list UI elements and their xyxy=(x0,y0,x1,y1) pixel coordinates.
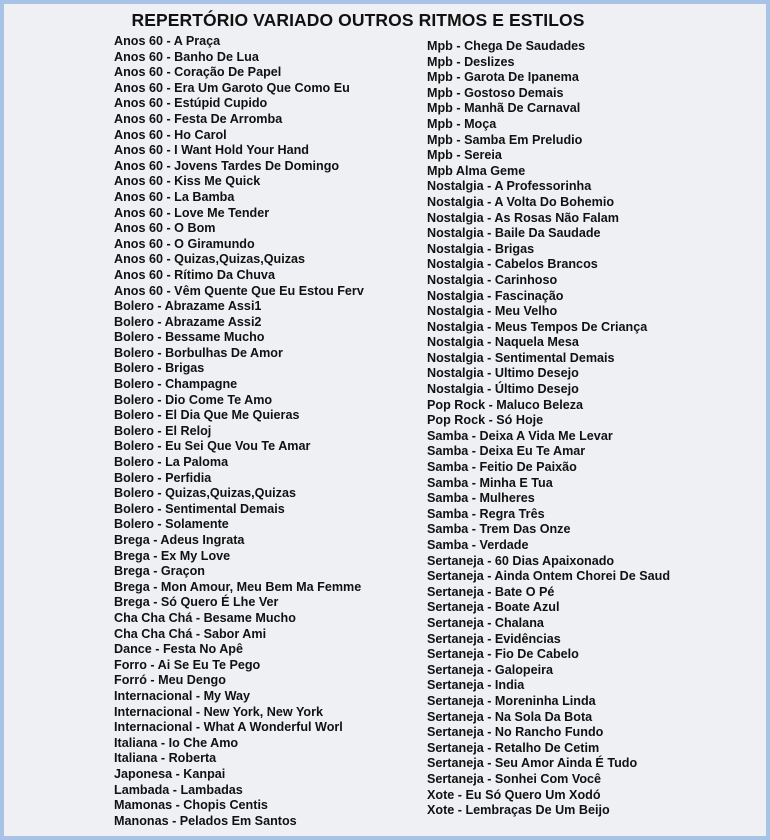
song-item: Sertaneja - Retalho De Cetim xyxy=(427,740,600,755)
song-item: Bolero - Brigas xyxy=(114,361,205,376)
right-song-list xyxy=(427,39,670,819)
song-item: Dance - Festa No Apê xyxy=(114,642,243,657)
song-item: Anos 60 - Banho De Lua xyxy=(114,49,259,64)
song-item: Brega - Só Quero É Lhe Ver xyxy=(114,595,279,610)
song-item: Anos 60 - Jovens Tardes De Domingo xyxy=(114,158,340,173)
song-item: Mamonas - Chopis Centis xyxy=(114,798,268,813)
song-item: Mpb - Chega De Saudades xyxy=(427,39,586,53)
song-item: Mpb - Deslizes xyxy=(427,54,515,69)
song-item: Sertaneja - No Rancho Fundo xyxy=(427,725,604,740)
song-item: Nostalgia - Ultimo Desejo xyxy=(427,366,579,381)
song-item: Nostalgia - Meu Velho xyxy=(427,304,558,319)
song-item: Anos 60 - Festa De Arromba xyxy=(114,111,283,126)
song-item: Cha Cha Chá - Sabor Ami xyxy=(114,626,267,641)
song-item: Samba - Deixa A Vida Me Levar xyxy=(427,428,613,443)
song-item: Mpb - Manhã De Carnaval xyxy=(427,101,581,116)
song-item: Bolero - Abrazame Assi2 xyxy=(114,314,262,329)
song-item: Bolero - Abrazame Assi1 xyxy=(114,299,262,314)
song-item: Anos 60 - La Bamba xyxy=(114,189,235,204)
song-item: Bolero - Bessame Mucho xyxy=(114,330,265,345)
song-item: Brega - Mon Amour, Meu Bem Ma Femme xyxy=(114,579,362,594)
song-item: Sertaneja - Evidências xyxy=(427,631,561,646)
song-item: Bolero - Dio Come Te Amo xyxy=(114,392,273,407)
song-item: Anos 60 - O Giramundo xyxy=(114,236,255,251)
song-item: Bolero - El Reloj xyxy=(114,423,212,438)
song-item: Anos 60 - I Want Hold Your Hand xyxy=(114,143,309,158)
song-item: Bolero - Solamente xyxy=(114,517,229,532)
song-item: Manonas - Pelados Em Santos xyxy=(114,813,297,828)
song-item: Japonesa - Kanpai xyxy=(114,766,226,781)
song-item: Samba - Minha E Tua xyxy=(427,475,553,490)
song-item: Lambada - Lambadas xyxy=(114,782,243,797)
song-item: Internacional - New York, New York xyxy=(114,704,324,719)
song-item: Mpb Alma Geme xyxy=(427,163,526,178)
song-item: Internacional - What A Wonderful Worl xyxy=(114,720,343,735)
song-item: Anos 60 - O Bom xyxy=(114,221,216,236)
page-title: REPERTÓRIO VARIADO OUTROS RITMOS E ESTILOS xyxy=(131,10,585,30)
song-item: Nostalgia - Cabelos Brancos xyxy=(427,257,598,272)
song-item: Anos 60 - Ho Carol xyxy=(114,127,227,142)
song-item: Anos 60 - Era Um Garoto Que Como Eu xyxy=(114,80,350,95)
song-item: Pop Rock - Maluco Beleza xyxy=(427,397,584,412)
song-item: Anos 60 - Rítimo Da Chuva xyxy=(114,267,275,282)
song-item: Nostalgia - A Volta Do Bohemio xyxy=(427,194,615,209)
song-item: Sertaneja - Chalana xyxy=(427,615,544,630)
song-item: Xote - Lembraças De Um Beijo xyxy=(427,803,610,818)
song-item: Nostalgia - Fascinação xyxy=(427,288,564,303)
song-item: Anos 60 - Quizas,Quizas,Quizas xyxy=(114,252,306,267)
song-item: Anos 60 - A Praça xyxy=(114,34,221,48)
song-item: Nostalgia - A Professorinha xyxy=(427,179,592,194)
song-item: Nostalgia - Carinhoso xyxy=(427,272,558,287)
song-item: Sertaneja - Fio De Cabelo xyxy=(427,647,579,662)
song-item: Sertaneja - Galopeira xyxy=(427,662,553,677)
song-item: Sertaneja - Boate Azul xyxy=(427,600,560,615)
song-item: Nostalgia - Meus Tempos De Criança xyxy=(427,319,648,334)
song-item: Samba - Deixa Eu Te Amar xyxy=(427,444,586,459)
song-item: Anos 60 - Vêm Quente Que Eu Estou Ferv xyxy=(114,283,364,298)
repertoire-sheet xyxy=(4,4,766,836)
song-item: Anos 60 - Kiss Me Quick xyxy=(114,174,261,189)
song-item: Samba - Regra Três xyxy=(427,506,545,521)
song-item: Nostalgia - Brigas xyxy=(427,241,535,256)
song-item: Nostalgia - Último Desejo xyxy=(427,382,579,397)
song-item: Nostalgia - Baile Da Saudade xyxy=(427,226,601,241)
song-item: Italiana - Roberta xyxy=(114,751,217,766)
song-item: Sertaneja - 60 Dias Apaixonado xyxy=(427,553,615,568)
song-item: Pop Rock - Só Hoje xyxy=(427,413,544,428)
song-item: Sertaneja - Seu Amor Ainda É Tudo xyxy=(427,756,638,771)
song-item: Bolero - Sentimental Demais xyxy=(114,501,285,516)
song-item: Forro - Ai Se Eu Te Pego xyxy=(114,657,261,672)
song-item: Anos 60 - Love Me Tender xyxy=(114,205,270,220)
song-item: Anos 60 - Coração De Papel xyxy=(114,65,282,80)
song-item: Xote - Eu Só Quero Um Xodó xyxy=(427,787,601,802)
song-item: Mpb - Sereia xyxy=(427,148,502,163)
song-item: Bolero - La Paloma xyxy=(114,455,229,470)
song-item: Mpb - Gostoso Demais xyxy=(427,85,564,100)
song-item: Nostalgia - As Rosas Não Falam xyxy=(427,210,619,225)
song-item: Bolero - Champagne xyxy=(114,377,238,392)
song-item: Cha Cha Chá - Besame Mucho xyxy=(114,610,296,625)
song-item: Sertaneja - Sonhei Com Você xyxy=(427,771,602,786)
song-item: Brega - Adeus Ingrata xyxy=(114,533,245,547)
left-song-list xyxy=(114,34,364,829)
song-item: Sertaneja - Bate O Pé xyxy=(427,584,555,599)
song-item: Bolero - Quizas,Quizas,Quizas xyxy=(114,486,296,501)
song-item: Mpb - Samba Em Preludio xyxy=(427,132,583,147)
song-item: Bolero - El Dia Que Me Quieras xyxy=(114,408,300,423)
song-item: Bolero - Borbulhas De Amor xyxy=(114,345,283,360)
song-item: Mpb - Moça xyxy=(427,116,497,131)
song-item: Brega - Ex My Love xyxy=(114,548,231,563)
song-item: Sertaneja - Na Sola Da Bota xyxy=(427,709,593,724)
song-item: Sertaneja - Moreninha Linda xyxy=(427,693,596,708)
song-item: Nostalgia - Sentimental Demais xyxy=(427,350,615,365)
song-item: Italiana - Io Che Amo xyxy=(114,735,239,750)
song-item: Nostalgia - Naquela Mesa xyxy=(427,335,579,350)
song-item: Forró - Meu Dengo xyxy=(114,673,226,688)
song-item: Bolero - Eu Sei Que Vou Te Amar xyxy=(114,439,311,454)
song-item: Brega - Graçon xyxy=(114,564,205,579)
song-item: Bolero - Perfidia xyxy=(114,470,212,485)
song-item: Samba - Mulheres xyxy=(427,491,535,506)
song-item: Samba - Trem Das Onze xyxy=(427,522,571,537)
song-item: Anos 60 - Estúpid Cupido xyxy=(114,96,268,111)
song-item: Internacional - My Way xyxy=(114,688,250,703)
song-item: Mpb - Garota De Ipanema xyxy=(427,70,579,85)
song-item: Samba - Verdade xyxy=(427,538,529,552)
song-item: Sertaneja - India xyxy=(427,678,525,693)
song-item: Sertaneja - Ainda Ontem Chorei De Saud xyxy=(427,569,671,584)
song-item: Samba - Feitio De Paixão xyxy=(427,460,577,475)
